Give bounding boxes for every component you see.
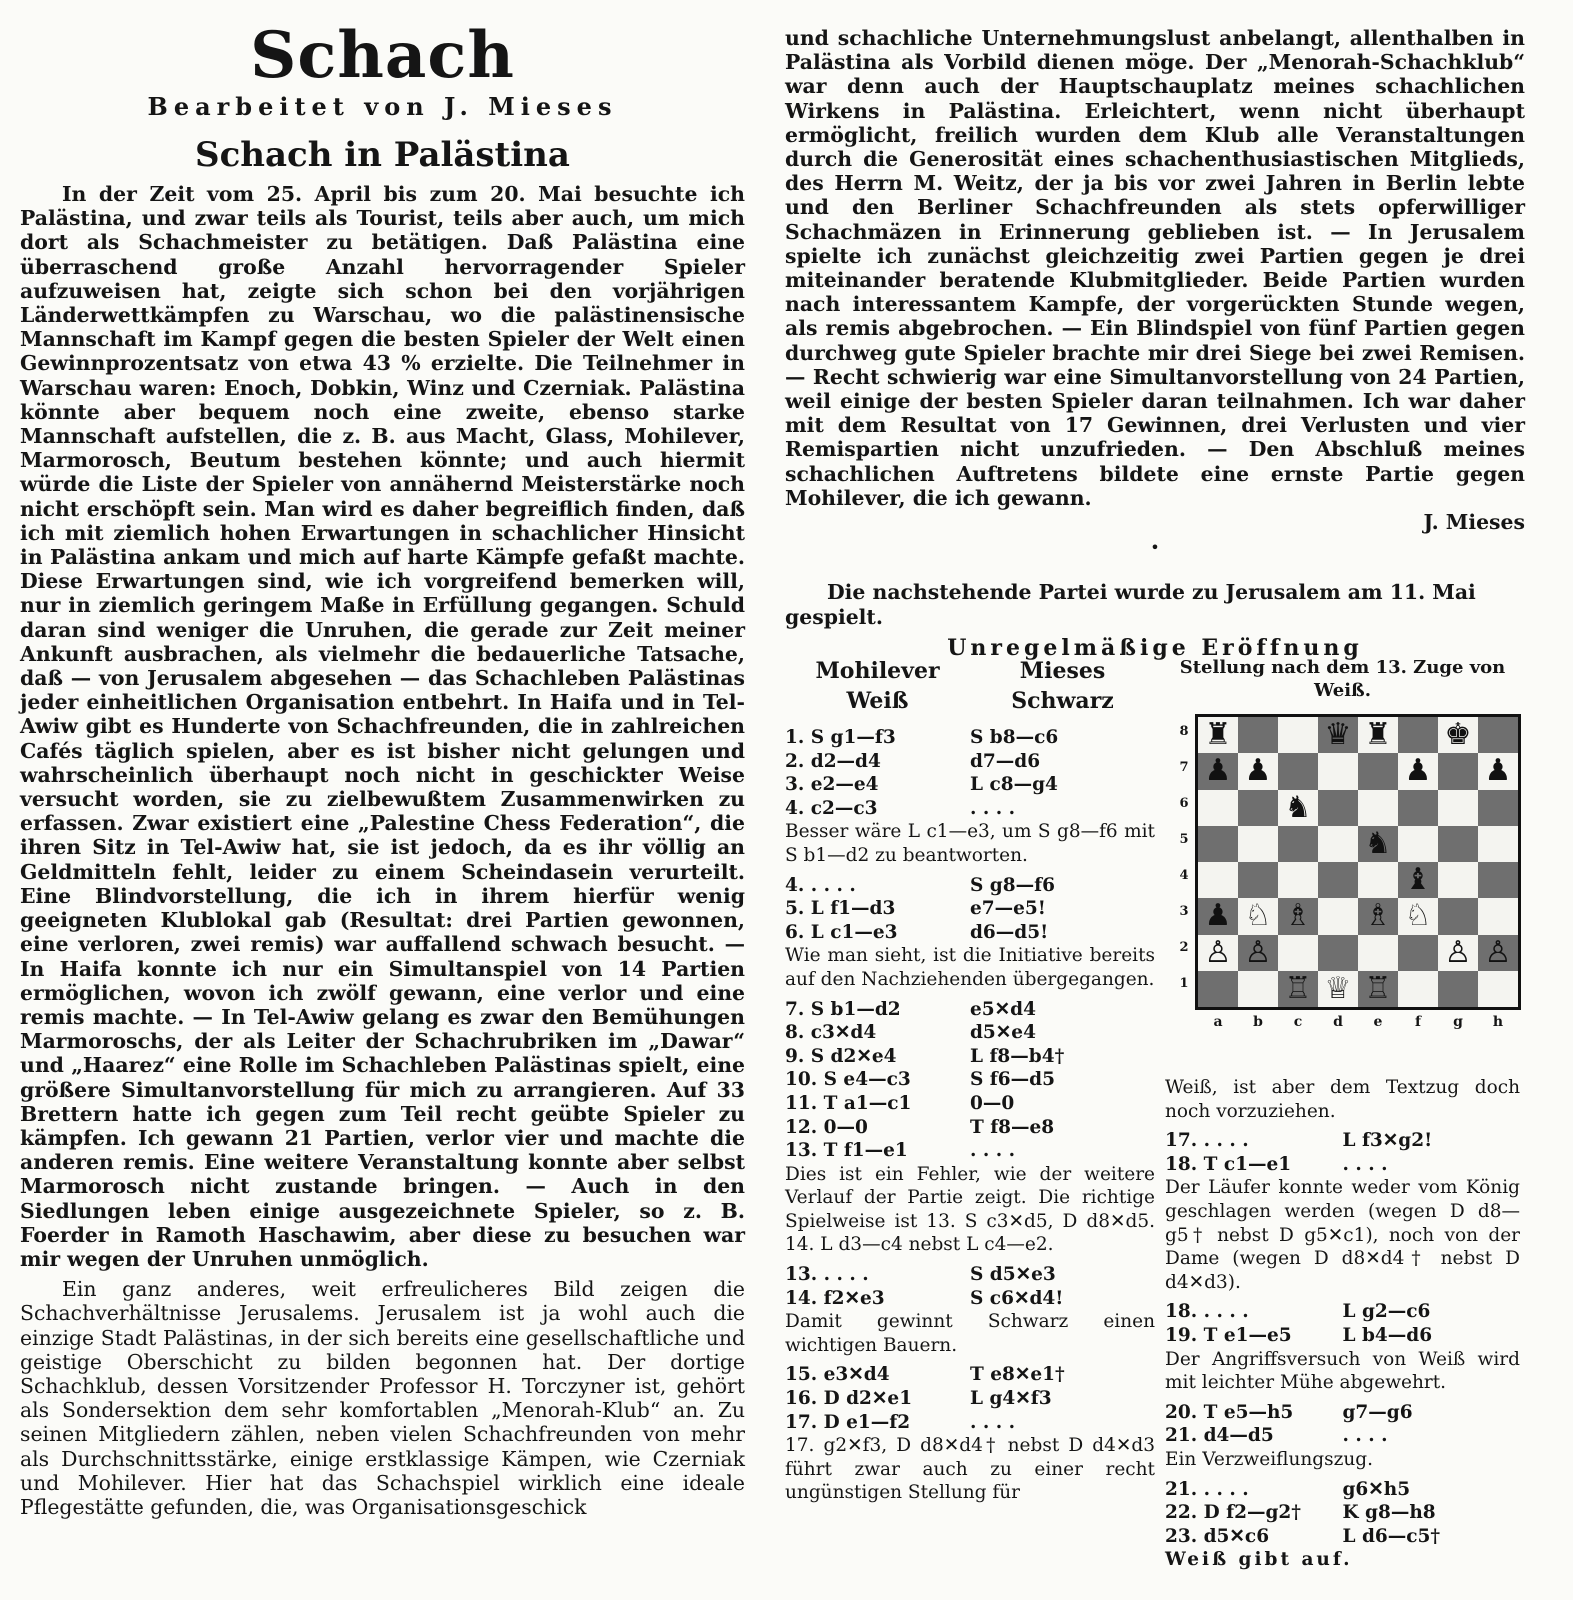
board-square: ♞ [1278,790,1318,826]
article-title: Schach in Palästina [195,135,570,175]
board-square [1478,971,1518,1007]
board-caption: Stellung nach dem 13. Zuge von Weiß. [1179,657,1506,701]
move-row [785,726,1155,750]
black-move: T e8✕e1† [970,1364,1065,1386]
move-row [785,1045,1155,1069]
board-square [1238,790,1278,826]
white-move: 23. d5✕c6 [1165,1525,1270,1547]
board-square [1358,862,1398,898]
move-comment: Wie man sieht, ist die Initiative bereits auf den Nachziehenden übergegangen. [785,945,1155,990]
black-move: L f3✕g2! [1342,1130,1433,1152]
board-square: ♚ [1438,717,1478,753]
white-move: 18. . . . . [1165,1301,1249,1323]
board-square [1198,790,1238,826]
file-labels [1198,1014,1518,1030]
board-square [1478,862,1518,898]
board-square [1318,753,1358,789]
game-intro: Die nachstehende Partei wurde zu Jerusalem am 11. Mai gespielt. [785,580,1476,629]
black-move: L c8—g4 [970,774,1058,796]
white-move: 13. T f1—e1 [785,1140,908,1162]
move-row [785,1139,1155,1163]
rank-label: 3 [1179,904,1189,919]
rank-label: 2 [1179,940,1189,955]
board-square [1398,935,1438,971]
black-move: g6✕h5 [1342,1478,1411,1500]
white-move: 14. f2✕e3 [785,1287,885,1309]
board-square [1318,790,1358,826]
board-square [1438,898,1478,934]
diagram-area [1165,656,1520,1030]
move-row [785,1068,1155,1092]
move-comment: Damit gewinnt Schwarz einen wichtigen Bauern. [785,1311,1155,1356]
board-square: ♟ [1238,753,1278,789]
black-move: d7—d6 [970,750,1041,772]
black-move: S d5✕e3 [970,1264,1056,1286]
board-square [1278,717,1318,753]
move-row [785,998,1155,1022]
board-square: ♟ [1198,898,1238,934]
file-label: h [1492,1014,1504,1030]
white-move: 4. c2—c3 [785,797,878,819]
black-move: e5✕d4 [970,998,1036,1020]
rank-label: 7 [1179,760,1189,775]
rank-label: 5 [1179,832,1189,847]
white-move: 8. c3✕d4 [785,1022,877,1044]
board-square: ♝ [1398,862,1438,898]
move-row [785,1387,1155,1411]
white-move: 3. e2—e4 [785,774,879,796]
board-square [1318,862,1358,898]
white-move: 2. d2—d4 [785,750,881,772]
white-move: 1. S g1—f3 [785,727,896,748]
black-move: L g2—c6 [1342,1301,1431,1323]
board-square [1478,790,1518,826]
article-paragraph-2: Ein ganz anderes, weit erfreulicheres Bild zeigen die Schachverhältnisse Jerusalems. Jerusalem ist ja wohl auch die einzige Stadt Palästinas, in der sich bereits eine gesellschaftliche und geistige Oberschicht zu bilden begonnen hat. Der dortige Schachklub, dessen Vorsitzender Professor H. Torczyner ist, gehört als Sondersektion dem sehr komfortablen „Menorah-Klub“ an. Zu seinen Mitgliedern zählen, neben vielen Schachfreunden von mehr als Durchschnittsstärke, einige erstklassige Kämpen, wie Czerniak und Mohilever. Hier hat das Schachspiel wirklich eine ideale Pflegestätte gefunden, die, was Organisationsgeschick [20,1277,745,1519]
board-square [1358,935,1398,971]
rank-label: 4 [1179,868,1189,883]
board-square: ♙ [1438,935,1478,971]
board-square [1398,826,1438,862]
file-label: g [1453,1014,1463,1030]
board-square: ♞ [1358,826,1398,862]
board-square: ♘ [1398,898,1438,934]
move-row [1165,1525,1520,1549]
black-label: Schwarz [1011,688,1114,714]
opening-name: Unregelmäßige Eröffnung [947,635,1363,662]
board-square [1478,826,1518,862]
board-square: ♖ [1358,971,1398,1007]
white-move: 5. L f1—d3 [785,898,896,920]
white-move: 22. D f2—g2† [1165,1502,1301,1524]
move-comment: Dies ist ein Fehler, wie der weitere Verlauf der Partie zeigt. Die richtige Spielweise ist 13. S c3✕d5, D d8✕d5. 14. L d3—c4 nebst L c4—e2. [785,1163,1155,1256]
chess-board [1195,714,1521,1010]
board-square: ♘ [1238,898,1278,934]
file-label: a [1213,1014,1223,1030]
board-square [1238,971,1278,1007]
black-move: . . . . [1342,1153,1388,1175]
move-row [785,1116,1155,1140]
move-row [785,797,1155,821]
game-moves [785,656,1155,1505]
board-square [1238,862,1278,898]
black-move: S c6✕d4! [970,1287,1064,1309]
move-row [785,1263,1155,1287]
board-square: ♟ [1478,753,1518,789]
move-row [1165,1424,1520,1448]
article-paragraph-2-continued: und schachliche Unternehmungslust anbelangt, allenthalben in Palästina als Vorbild dienen möge. Der „Menorah-Schachklub“ war denn auch der Hauptschauplatz meines schachlichen Wirkens in Palästina. Erleichtert, wenn nicht überhaupt ermöglicht, freilich wurden dem Klub alle Veranstaltungen durch die Generosität eines schachenthusiastischen Mitglieds, des Herrn M. Weitz, der ja bis vor zwei Jahren in Berlin lebte und den Berliner Schachfreunden als stets opferwilliger Schachmäzen in Erinnerung geblieben ist. — In Jerusalem spielte ich zunächst gleichzeitig zwei Partien gegen je drei miteinander beratende Klubmitglieder. Beide Partien wurden nach interessantem Kampfe, der vorgerückten Stunde wegen, als remis abgebrochen. — Ein Blindspiel von fünf Partien gegen durchweg gute Spieler brachte mir drei Siege bei zwei Remisen. — Recht schwierig war eine Simultanvorstellung von 24 Partien, weil einige der besten Spieler daran teilnahmen. Ich war daher mit dem Resultat von 17 Gewinnen, drei Verlusten und vier Remispartien nicht unzufrieden. — Den Abschluß meines schachlichen Auftretens bildete eine ernste Partie gegen Mohilever, die ich gewann. [785,26,1525,510]
board-square [1438,753,1478,789]
move-row [785,1363,1155,1387]
move-row [1165,1501,1520,1525]
black-move: T f8—e8 [970,1116,1055,1138]
move-row [785,897,1155,921]
white-move: 6. L c1—e3 [785,921,898,943]
white-label: Weiß [846,688,909,714]
white-move: 19. T e1—e5 [1165,1324,1292,1346]
player-names [785,656,1155,716]
move-row [785,874,1155,898]
board-square [1398,717,1438,753]
separator-dot: • [1150,538,1160,558]
board-square [1318,826,1358,862]
board-square [1278,862,1318,898]
white-move: 10. S e4—c3 [785,1069,911,1091]
article-paragraph-1: In der Zeit vom 25. April bis zum 20. Mai besuchte ich Palästina, und zwar teils als Tourist, teils aber auch, um mich dort als Schachmeister zu betätigen. Daß Palästina eine überraschend große Anzahl hervorragender Spieler aufzuweisen hat, zeigte sich schon bei den vorjährigen Länderwettkämpfen zu Warschau, wo die palästinensische Mannschaft im Kampf gegen die besten Spieler der Welt einen Gewinnprozentsatz von etwa 43 % erzielte. Die Teilnehmer in Warschau waren: Enoch, Dobkin, Winz und Czerniak. Palästina könnte aber bequem noch eine zweite, ebenso starke Mannschaft aufstellen, die z. B. aus Macht, Glass, Mohilever, Marmorosch, Beutum bestehen könnte; und auch hiermit würde die Liste der Spieler von annähernd Meisterstärke noch nicht erschöpft sein. Man wird es daher begreiflich finden, daß ich mit ziemlich hohen Erwartungen in schachlicher Hinsicht in Palästina ankam und mich auf harte Kämpfe gefaßt machte. Diese Erwartungen sind, wie ich vorgreifend bemerken will, nur in ziemlich geringem Maße in Erfüllung gegangen. Schuld daran sind weniger die Unruhen, die gerade zur Zeit meiner Ankunft ausbrachen, als vielmehr die bedauerliche Tatsache, daß — von Jerusalem abgesehen — das Schachleben Palästinas jeder einheitlichen Organisation entbehrt. In Haifa und in Tel-Awiw gibt es Hunderte von Schachfreunden, die in zahlreichen Cafés täglich spielen, aber es ist bisher nicht gelungen und wahrscheinlich überhaupt noch nicht in geschickter Weise versucht worden, sie zu zielbewußtem Zusammenwirken zu erfassen. Zwar existiert eine „Palestine Chess Federation“, die ihren Sitz in Tel-Awiw hat, sie ist jedoch, da es ihr völlig an Geldmitteln fehlt, leider zu einem Scheindasein verurteilt. Eine Blindvorstellung, die ich in ihrem hierfür wenig geeigneten Klublokal gab (Resultat: drei Partien gewonnen, eine verloren, zwei remis) war auffallend schwach besucht. — In Haifa konnte ich nur ein Simultanspiel von 14 Partien ermöglichen, wovon ich zwölf gewann, eine verlor und eine remis machte. — In Tel-Awiw gelang es zwar den Bemühungen Marmoroschs, der als Leiter der Schachrubriken im „Dawar“ und „Haarez“ eine Rolle im Schachleben Palästinas spielt, eine größere Simultanvorstellung für mich zu arrangieren. Auf 33 Brettern hatte ich gegen zum Teil recht geübte Spieler zu kämpfen. Ich gewann 21 Partien, verlor vier und machte die anderen remis. Eine weitere Veranstaltung konnte aber selbst Marmorosch nicht zustande bringen. — Auch in den Siedlungen leben einige ausgezeichnete Spieler, so z. B. Foerder in Ramoth Haschawim, aber diese zu besuchen war mir wegen der Unruhen unmöglich. [20,182,745,1271]
white-move: 18. T c1—e1 [1165,1153,1292,1175]
move-comment: Ein Verzweiflungszug. [1165,1448,1374,1470]
move-row [785,1092,1155,1116]
black-move: . . . . [970,1140,1016,1162]
board-square [1438,862,1478,898]
move-comment: 17. g2✕f3, D d8✕d4† nebst D d4✕d3 führt zwar auch zu einer recht ungünstigen Stellung für [785,1435,1155,1504]
board-square [1198,971,1238,1007]
board-square: ♛ [1318,717,1358,753]
board-square: ♟ [1398,753,1438,789]
board-square [1318,898,1358,934]
move-row [785,750,1155,774]
black-move: S b8—c6 [970,727,1059,748]
board-square [1438,826,1478,862]
move-row [1165,1401,1520,1425]
black-move: S g8—f6 [970,874,1055,896]
board-square: ♜ [1198,717,1238,753]
section-title: Schach [250,18,515,93]
white-move: 11. T a1—c1 [785,1092,912,1114]
black-move: L b4—d6 [1342,1324,1433,1346]
white-move: 15. e3✕d4 [785,1364,890,1386]
board-square [1278,935,1318,971]
board-square: ♙ [1238,935,1278,971]
move-row [1165,1153,1520,1177]
white-player-name: Mohilever [815,658,940,684]
board-square: ♙ [1478,935,1518,971]
black-player-name: Mieses [1019,658,1106,684]
board-square [1278,753,1318,789]
black-move: . . . . [1342,1425,1388,1447]
board-square [1198,862,1238,898]
white-move: 21. . . . . [1165,1478,1249,1500]
black-move: . . . . [970,797,1016,819]
board-square [1318,935,1358,971]
article-signature: J. Mieses [1423,510,1525,535]
rank-label: 1 [1179,976,1189,991]
move-row [785,1287,1155,1311]
board-square [1438,971,1478,1007]
file-label: e [1373,1014,1383,1030]
rank-label: 6 [1179,796,1189,811]
black-move: 0—0 [970,1092,1015,1114]
file-label: d [1333,1014,1343,1030]
black-move: L f8—b4† [970,1045,1065,1067]
move-comment: Besser wäre L c1—e3, um S g8—f6 mit S b1—d2 zu beantworten. [785,821,1155,866]
game-continuation [1165,1076,1520,1572]
white-move: 13. . . . . [785,1264,869,1286]
white-move: 4. . . . . [785,874,856,896]
rank-label: 8 [1179,724,1189,739]
black-move: L g4✕f3 [970,1388,1052,1410]
board-square: ♗ [1278,898,1318,934]
black-move: d6—d5! [970,921,1049,943]
board-square [1478,717,1518,753]
white-move: 16. D d2✕e1 [785,1388,913,1410]
move-row [1165,1300,1520,1324]
white-move: 20. T e5—h5 [1165,1401,1294,1423]
board-square [1238,717,1278,753]
file-label: b [1253,1014,1263,1030]
rank-labels [1175,714,1193,1002]
board-square [1198,826,1238,862]
board-square [1278,826,1318,862]
move-comment: Weiß, ist aber dem Textzug doch noch vorzuziehen. [1165,1077,1520,1122]
white-move: 17. D e1—f2 [785,1411,911,1433]
move-row [1165,1129,1520,1153]
board-square: ♟ [1198,753,1238,789]
white-move: 21. d4—d5 [1165,1425,1274,1447]
black-move: S f6—d5 [970,1069,1055,1091]
move-row [1165,1478,1520,1502]
black-move: d5✕e4 [970,1022,1036,1044]
board-square [1398,790,1438,826]
board-square [1438,790,1478,826]
board-square [1358,790,1398,826]
board-square [1398,971,1438,1007]
move-row [785,1411,1155,1435]
move-row [785,921,1155,945]
white-move: 17. . . . . [1165,1130,1249,1152]
game-result: Weiß gibt auf. [1165,1549,1353,1571]
white-move: 7. S b1—d2 [785,998,901,1020]
board-square: ♜ [1358,717,1398,753]
right-column [785,0,1525,1571]
section-subtitle: Bearbeitet von J. Mieses [147,92,618,121]
black-move: g7—g6 [1342,1401,1413,1423]
board-square [1478,898,1518,934]
board-square: ♗ [1358,898,1398,934]
board-square [1358,753,1398,789]
move-comment: Der Angriffsversuch von Weiß wird mit leichter Mühe abgewehrt. [1165,1348,1520,1394]
black-move: K g8—h8 [1342,1502,1436,1524]
move-row [785,773,1155,797]
file-label: f [1414,1014,1422,1030]
black-move: e7—e5! [970,898,1046,920]
board-square: ♕ [1318,971,1358,1007]
white-move: 12. 0—0 [785,1116,868,1138]
move-row [1165,1324,1520,1348]
board-square: ♙ [1198,935,1238,971]
white-move: 9. S d2✕e4 [785,1045,897,1067]
file-label: c [1293,1014,1303,1030]
black-move: . . . . [970,1411,1016,1433]
board-square: ♖ [1278,971,1318,1007]
move-comment: Der Läufer konnte weder vom König geschlagen werden (wegen D d8—g5† nebst D g5✕c1), noch von der Dame (wegen D d8✕d4† nebst D d4✕d3). [1165,1177,1520,1293]
left-column [20,0,745,1519]
move-row [785,1021,1155,1045]
black-move: L d6—c5† [1342,1525,1441,1547]
board-square [1238,826,1278,862]
